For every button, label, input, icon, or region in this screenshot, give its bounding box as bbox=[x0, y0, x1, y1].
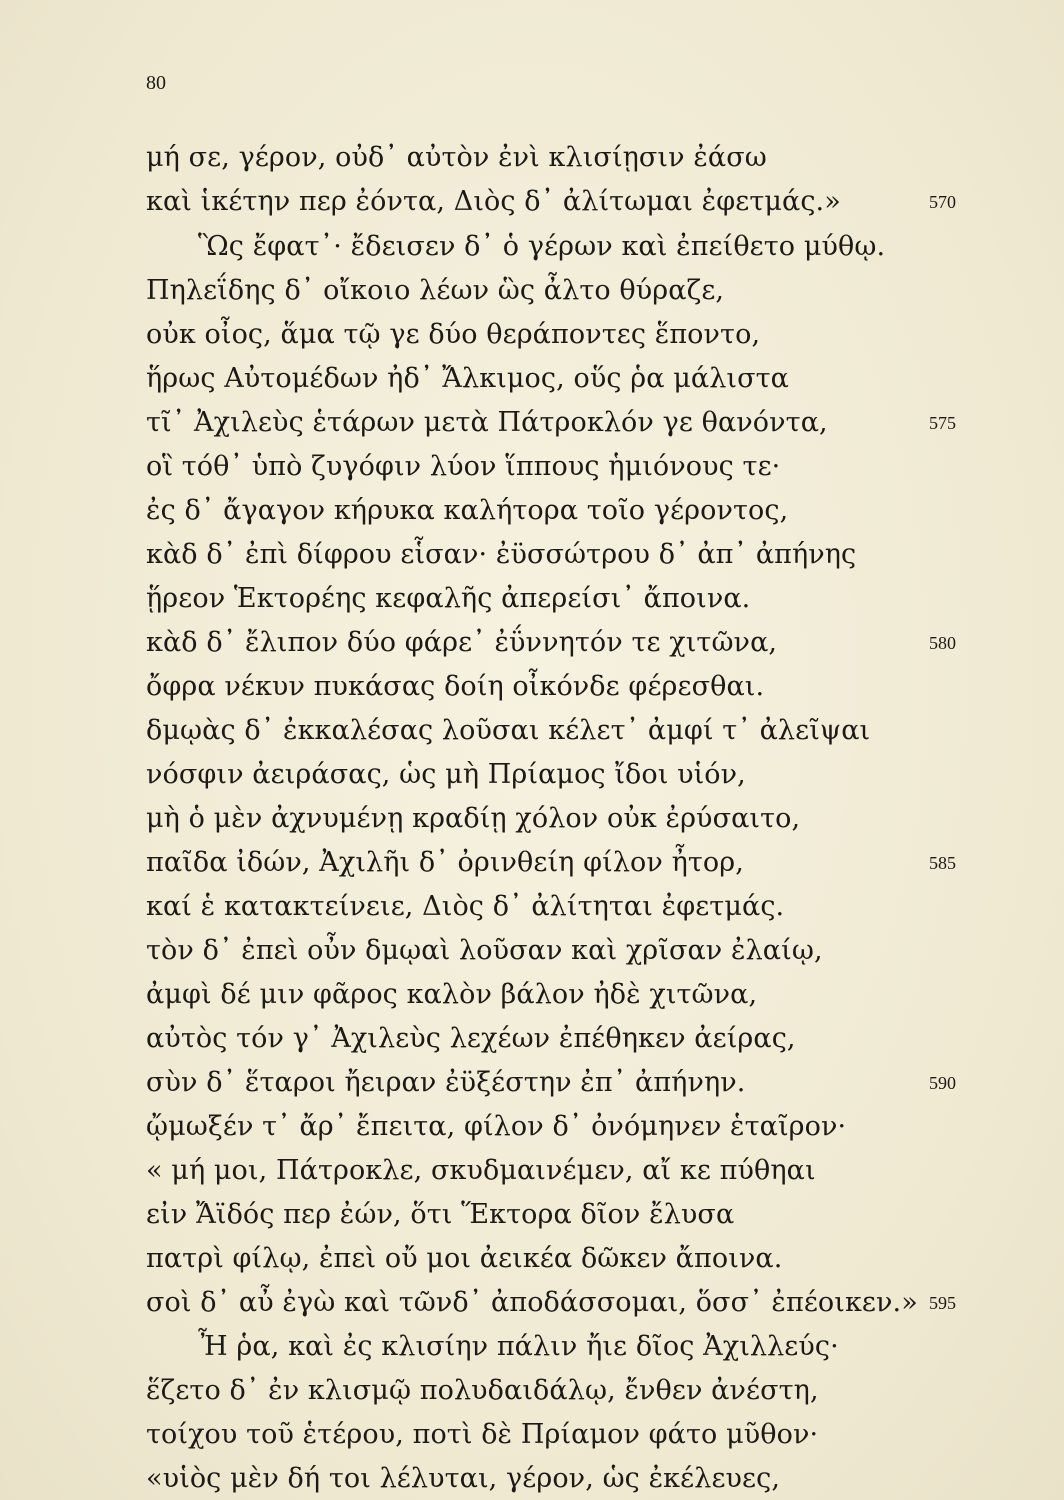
verse-line: αὐτὸς τόν γ᾽ Ἀχιλεὺς λεχέων ἐπέθηκεν ἀείρας, bbox=[146, 1023, 796, 1054]
line-number: 585 bbox=[929, 853, 956, 873]
verse-line: οὐκ οἶος, ἅμα τῷ γε δύο θεράποντες ἕποντο, bbox=[146, 319, 761, 350]
verse-line: τῖ᾽ Ἀχιλεὺς ἑτάρων μετὰ Πάτροκλόν γε θανόντα, bbox=[146, 407, 828, 438]
verse-line: ἥρως Αὐτομέδων ἠδ᾽ Ἄλκιμος, οὕς ῥα μάλιστα bbox=[146, 363, 790, 394]
line-number: 595 bbox=[929, 1293, 956, 1313]
verse-line: « μή μοι, Πάτροκλε, σκυδμαινέμεν, αἴ κε πύθηαι bbox=[146, 1155, 816, 1186]
verse-line: κὰδ δ᾽ ἐπὶ δίφρου εἷσαν· ἐϋσσώτρου δ᾽ ἀπ᾽ ἀπήνης bbox=[146, 539, 857, 570]
line-number: 570 bbox=[929, 192, 956, 212]
verse-line: ἕζετο δ᾽ ἐν κλισμῷ πολυδαιδάλῳ, ἔνθεν ἀνέστη, bbox=[146, 1375, 819, 1406]
verse-line: Πηλεΐδης δ᾽ οἴκοιο λέων ὣς ἆλτο θύραζε, bbox=[146, 275, 725, 306]
verse-line: καί ἑ κατακτείνειε, Διὸς δ᾽ ἀλίτηται ἐφετμάς. bbox=[146, 891, 785, 922]
verse-line: ὄφρα νέκυν πυκάσας δοίη οἶκόνδε φέρεσθαι. bbox=[146, 671, 765, 702]
verse-line: δμῳὰς δ᾽ ἐκκαλέσας λοῦσαι κέλετ᾽ ἀμφί τ᾽ ἀλεῖψαι bbox=[146, 715, 871, 746]
verse-line: ἐς δ᾽ ἄγαγον κήρυκα καλήτορα τοῖο γέροντος, bbox=[146, 495, 789, 526]
verse-line: σὺν δ᾽ ἕταροι ἤειραν ἐϋξέστην ἐπ᾽ ἀπήνην. bbox=[146, 1067, 746, 1098]
verse-line: ᾤμωξέν τ᾽ ἄρ᾽ ἔπειτα, φίλον δ᾽ ὀνόμηνεν ἑταῖρον· bbox=[146, 1111, 847, 1142]
verse-line: καὶ ἱκέτην περ ἐόντα, Διὸς δ᾽ ἀλίτωμαι ἐφετμάς.» bbox=[146, 186, 841, 217]
verse-line: σοὶ δ᾽ αὖ ἐγὼ καὶ τῶνδ᾽ ἀποδάσσομαι, ὅσσ᾽ ἐπέοικεν.» bbox=[146, 1287, 918, 1318]
verse-line: εἰν Ἄϊδός περ ἐών, ὅτι Ἕκτορα δῖον ἔλυσα bbox=[146, 1199, 735, 1230]
verse-line: Ὣς ἔφατ᾽· ἔδεισεν δ᾽ ὁ γέρων καὶ ἐπείθετο μύθῳ. bbox=[198, 231, 886, 262]
line-number: 575 bbox=[929, 413, 956, 433]
page-number: 80 bbox=[146, 72, 166, 94]
verse-line: οἳ τόθ᾽ ὑπὸ ζυγόφιν λύον ἵππους ἡμιόνους τε· bbox=[146, 451, 781, 482]
verse-line: παῖδα ἰδών, Ἀχιλῆι δ᾽ ὀρινθείη φίλον ἦτορ, bbox=[146, 847, 744, 878]
verse-line: μὴ ὁ μὲν ἀχνυμένῃ κραδίῃ χόλον οὐκ ἐρύσαιτο, bbox=[146, 803, 801, 834]
verse-line: Ἦ ῥα, καὶ ἐς κλισίην πάλιν ἤιε δῖος Ἀχιλλεύς· bbox=[198, 1331, 839, 1362]
verse-line: «υἱὸς μὲν δή τοι λέλυται, γέρον, ὡς ἐκέλευες, bbox=[146, 1463, 781, 1494]
verse-line: ἀμφὶ δέ μιν φᾶρος καλὸν βάλον ἠδὲ χιτῶνα, bbox=[146, 979, 758, 1010]
verse-line: κὰδ δ᾽ ἔλιπον δύο φάρε᾽ ἐΰννητόν τε χιτῶνα, bbox=[146, 627, 778, 658]
verse-line: πατρὶ φίλῳ, ἐπεὶ οὔ μοι ἀεικέα δῶκεν ἄποινα. bbox=[146, 1243, 783, 1274]
verse-line: τὸν δ᾽ ἐπεὶ οὖν δμῳαὶ λοῦσαν καὶ χρῖσαν ἐλαίῳ, bbox=[146, 935, 823, 966]
verse-line: ᾕρεον Ἑκτορέης κεφαλῆς ἀπερείσι᾽ ἄποινα. bbox=[146, 583, 751, 614]
verse-line: νόσφιν ἀειράσας, ὡς μὴ Πρίαμος ἴδοι υἱόν, bbox=[146, 759, 746, 790]
verse-line: μή σε, γέρον, οὐδ᾽ αὐτὸν ἐνὶ κλισίῃσιν ἐάσω bbox=[146, 142, 767, 173]
line-number: 580 bbox=[929, 633, 956, 653]
line-number: 590 bbox=[929, 1073, 956, 1093]
verse-line: τοίχου τοῦ ἑτέρου, ποτὶ δὲ Πρίαμον φάτο μῦθον· bbox=[146, 1419, 819, 1450]
